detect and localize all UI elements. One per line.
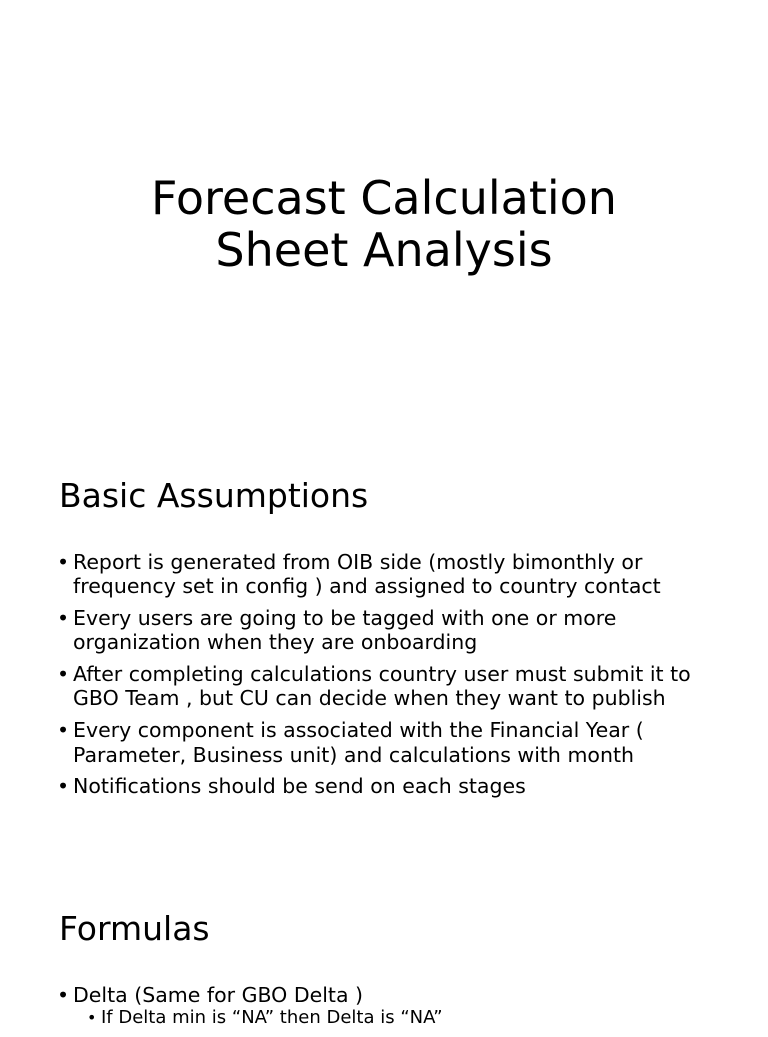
bullet-icon: • [57, 606, 70, 631]
bullet-icon: • [57, 983, 70, 1007]
title-line-2: Sheet Analysis [215, 223, 553, 277]
page-title [0, 172, 768, 276]
formulas-list [57, 983, 737, 1037]
bullet-icon: • [87, 1008, 97, 1028]
list-item [57, 606, 737, 655]
bullet-icon: • [57, 662, 70, 687]
assumptions-heading: Basic Assumptions [59, 476, 369, 515]
list-item [57, 983, 737, 1029]
list-item-text: Every users are going to be tagged with one or more organization when they are onboarding [73, 606, 617, 655]
sub-list [73, 1007, 737, 1029]
list-item-text: Notifications should be send on each stages [73, 774, 526, 799]
list-item [57, 662, 737, 711]
list-item [57, 774, 737, 798]
sub-list-item-text: If Delta min is “NA” then Delta is “NA” [101, 1007, 443, 1029]
bullet-icon: • [57, 550, 70, 574]
list-item [57, 718, 737, 767]
bullet-icon: • [57, 774, 70, 799]
list-item-text: Every component is associated with the Financial Year ( Parameter, Business unit) and calculations with month [73, 718, 644, 767]
sub-list-item [87, 1007, 737, 1029]
formulas-heading: Formulas [59, 909, 210, 948]
list-item-text: After completing calculations country user must submit it to GBO Team , but CU can decide when they want to publish [73, 662, 691, 711]
list-item-text: Report is generated from OIB side (mostly bimonthly or frequency set in config ) and assigned to country contact [73, 550, 661, 599]
list-item-text: Delta (Same for GBO Delta ) [73, 983, 364, 1007]
bullet-icon: • [57, 718, 70, 743]
title-line-1: Forecast Calculation [151, 171, 617, 225]
assumptions-list [57, 550, 737, 806]
list-item [57, 550, 737, 599]
